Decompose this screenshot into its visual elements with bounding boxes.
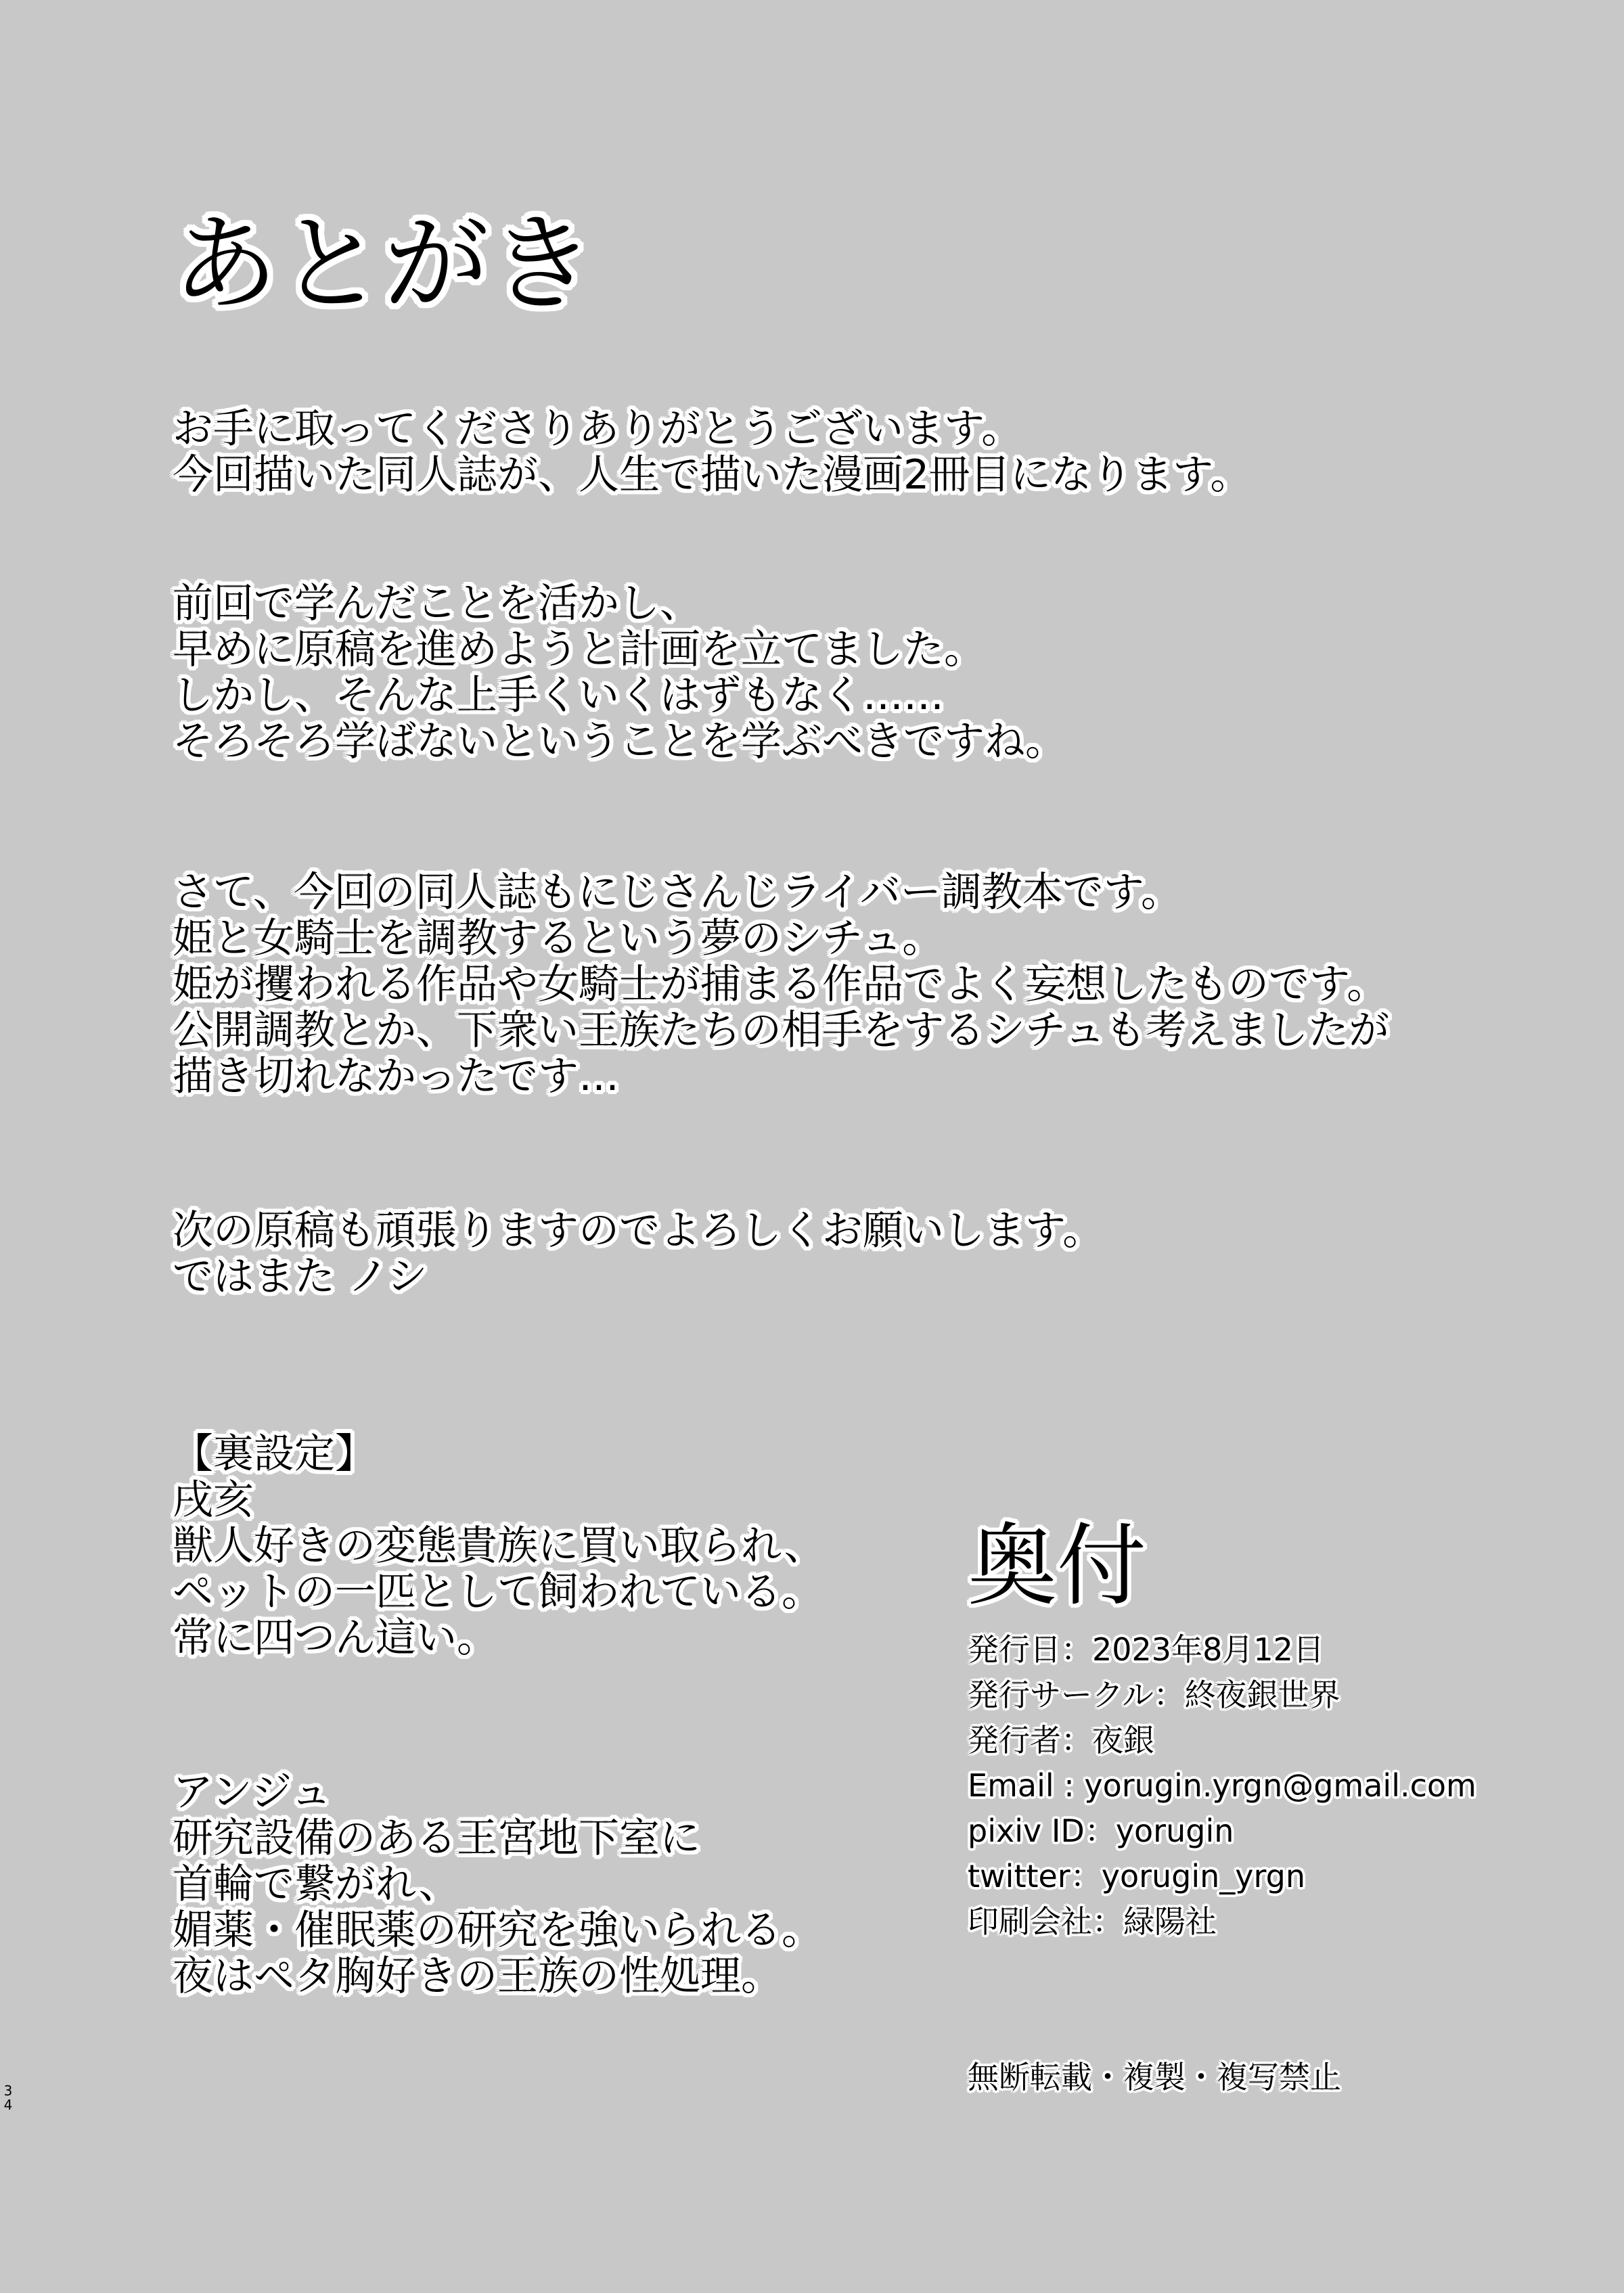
afterword-paragraph-2 (173, 581, 1066, 765)
text-line: 常に四つん這い。 (173, 1614, 497, 1662)
text-line: 研究設備のある王宮地下室に (173, 1815, 700, 1862)
colophon-row-printer: 印刷会社：緑陽社 (968, 1903, 1217, 1940)
settings-block-2 (173, 1769, 822, 1999)
text-line: 今回描いた同人誌が、人生で描いた漫画2冊目になります。 (173, 451, 1251, 499)
colophon (968, 1627, 1476, 1945)
page-number (3, 2084, 14, 2112)
colophon-row-date: 発行日：2023年8月12日 (968, 1631, 1324, 1668)
colophon-row-circle: 発行サークル：終夜銀世界 (968, 1677, 1340, 1713)
afterword-paragraph-3 (173, 869, 1389, 1099)
colophon-row-pixiv: pixiv ID：yorugin (968, 1813, 1234, 1849)
text-line: 獣人好きの変態貴族に買い取られ、 (173, 1522, 825, 1570)
colophon-title: 奥付 (968, 1514, 1146, 1618)
text-line: 姫が攫われる作品や女騎士が捕まる作品でよく妄想したものです。 (173, 961, 1388, 1008)
text-line: 夜はペタ胸好きの王族の性処理。 (173, 1953, 782, 2000)
text-line: 次の原稿も頑張りますのでよろしくお願いします。 (173, 1207, 1104, 1254)
colophon-row-publisher: 発行者：夜銀 (968, 1722, 1154, 1758)
text-line: しかし、そんな上手くいくはずもなく…… (173, 672, 944, 719)
text-line: さて、今回の同人誌もにじさんじライバー調教本です。 (173, 869, 1181, 916)
text-line: 描き切れなかったです… (173, 1053, 619, 1100)
page-number-digit: 4 (3, 2097, 13, 2113)
text-line: 媚薬・催眠薬の研究を強いられる。 (173, 1907, 822, 1954)
colophon-row-email: Email : yorugin.yrgn@gmail.com (968, 1767, 1476, 1804)
settings-block-1 (173, 1431, 825, 1661)
page-number-digit: 3 (3, 2083, 13, 2099)
text-line: 姫と女騎士を調教するという夢のシチュ。 (173, 915, 943, 962)
text-line: 戌亥 (173, 1476, 254, 1524)
text-line: お手に取ってくださりありがとうございます。 (173, 405, 1022, 453)
afterword-paragraph-1 (173, 406, 1250, 498)
colophon-row-twitter: twitter：yorugin_yrgn (968, 1858, 1305, 1894)
text-line: ペットの一匹として飼われている。 (173, 1568, 822, 1616)
text-line: そろそろ学ばないということを学ぶべきですね。 (173, 718, 1066, 765)
text-line: 公開調教とか、下衆い王族たちの相手をするシチュも考えましたが (173, 1007, 1390, 1054)
afterword-paragraph-4 (173, 1208, 1103, 1300)
no-reprint-notice: 無断転載・複製・複写禁止 (968, 2059, 1341, 2095)
afterword-title: あとがき (173, 202, 595, 325)
settings-heading: 【裏設定】 (173, 1430, 376, 1478)
text-line: 前回で学んだことを活かし、 (173, 580, 700, 627)
text-line: ではまた ノシ (173, 1253, 428, 1300)
text-line: 首輪で繋がれ、 (173, 1861, 459, 1908)
text-line: 早めに原稿を進めようと計画を立てました。 (173, 626, 985, 673)
text-line: アンジュ (173, 1769, 332, 1816)
